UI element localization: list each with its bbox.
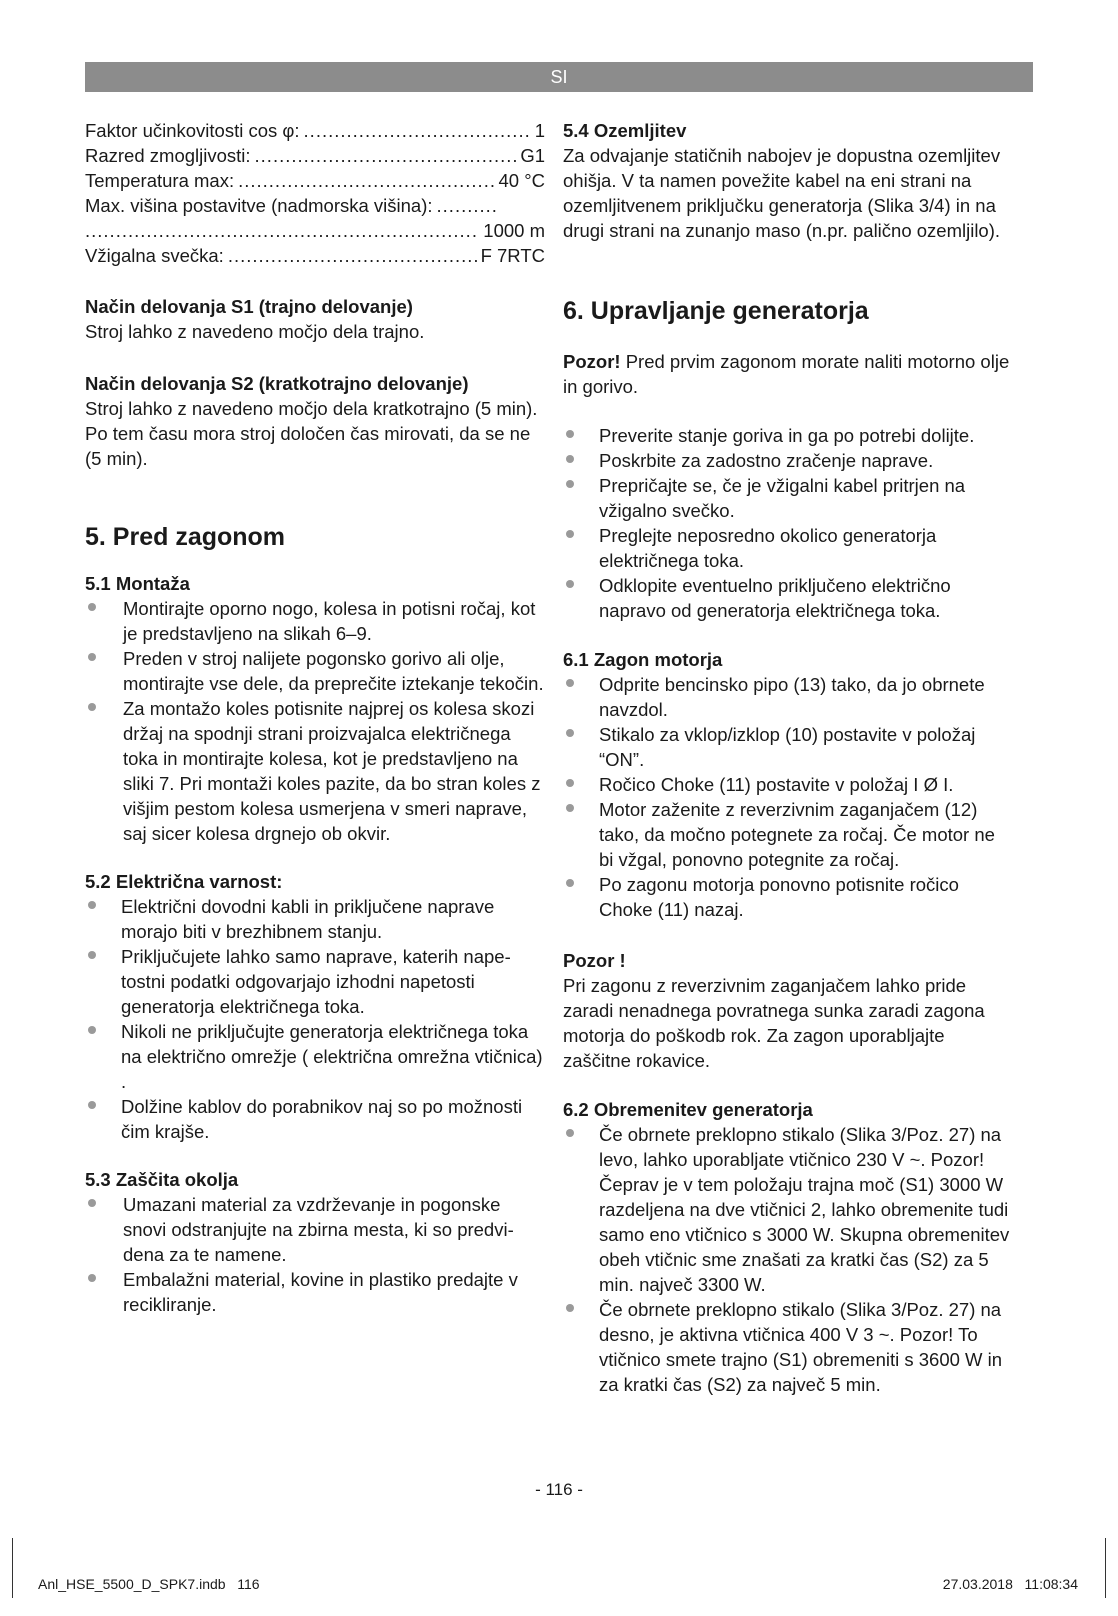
s1-heading: Način delovanja S1 (trajno delovanje) — [85, 296, 413, 317]
print-timestamp: 27.03.2018 11:08:34 — [942, 1576, 1078, 1592]
page-number: - 116 - — [535, 1480, 583, 1499]
s54-text: Za odvajanje statičnih nabojev je dopustna ozemljitev ohišja. V ta namen povežite kabel na eni strani na ozemljitvenem priključku generatorja (Slika 3/4) in na drugi strani na zunanjo maso (n.pr. palično ozemljilo). — [563, 145, 1001, 241]
list-item: Nikoli ne priključujte generatorja električnega toka na električno omrežje ( električna omrežna vtičnica) . — [85, 1019, 545, 1094]
list-item: Za montažo koles potisnite najprej os kolesa skozi držaj na spodnji strani proizvajalca električnega toka in montirajte kolesa, kot je predstavljeno na sliki 7. Pri montaži koles pazite, da bo stran koles z višjim pestom kolesa usmerjena v smeri naprave, saj sicer kolesa drgnejo ob okvir. — [85, 696, 545, 846]
s6-checklist — [563, 423, 1011, 623]
dot-leader — [85, 218, 479, 243]
list-item: Motor zaženite z reverzivnim zaganjačem (12) tako, da močno potegnete za ročaj. Če motor ne bi vžgal, ponovno potegnite za ročaj. — [563, 797, 1011, 872]
spec-value: 40 °C — [498, 170, 545, 191]
spec-label: Max. višina postavitve (nadmorska višina): — [85, 195, 433, 216]
language-header-bar — [85, 62, 1033, 92]
list-item: Poskrbite za zadostno zračenje naprave. — [563, 448, 1011, 473]
pozor-text: Pri zagonu z reverzivnim zaganjačem lahko pride zaradi nenadnega povratnega sunka zaradi zagona motorja do poškodb rok. Za zagon uporabljajte zaščitne rokavice. — [563, 975, 985, 1071]
crop-mark-left — [12, 1538, 13, 1598]
s62-heading: 6.2 Obremenitev generatorja — [563, 1099, 813, 1120]
s62-list — [563, 1122, 1011, 1397]
list-item: Umazani material za vzdrževanje in pogonske snovi odstranjujte na zbirna mesta, ki so predvi-dena za te namene. — [85, 1192, 545, 1267]
spec-row — [85, 193, 545, 218]
spec-list — [85, 118, 545, 268]
section-5-title: 5. Pred zagonom — [85, 523, 286, 551]
s1-text: Stroj lahko z navedeno močjo dela trajno. — [85, 321, 425, 342]
spec-row — [85, 118, 545, 143]
dot-leader — [228, 243, 477, 268]
s52-list — [85, 894, 545, 1144]
file-name: Anl_HSE_5500_D_SPK7.indb 116 — [38, 1576, 260, 1592]
s51-heading: 5.1 Montaža — [85, 573, 190, 594]
list-item: Montirajte oporno nogo, kolesa in potisni ročaj, kot je predstavljeno na slikah 6–9. — [85, 596, 545, 646]
s61-list — [563, 672, 1011, 922]
spec-value: 1000 m — [483, 220, 545, 241]
list-item: Odklopite eventuelno priključeno električno napravo od generatorja električnega toka. — [563, 573, 1011, 623]
list-item: Preglejte neposredno okolico generatorja električnega toka. — [563, 523, 1011, 573]
s54-heading: 5.4 Ozemljitev — [563, 120, 687, 141]
pozor-heading: Pozor ! — [563, 950, 626, 971]
list-item: Preden v stroj nalijete pogonsko gorivo ali olje, montirajte vse dele, da preprečite iztekanje tekočin. — [85, 646, 545, 696]
s53-heading: 5.3 Zaščita okolja — [85, 1169, 239, 1190]
spec-value: F 7RTC — [480, 245, 545, 266]
left-column — [85, 118, 545, 1317]
s61-heading: 6.1 Zagon motorja — [563, 649, 723, 670]
list-item: Dolžine kablov do porabnikov naj so po možnosti čim krajše. — [85, 1094, 545, 1144]
s2-text: Stroj lahko z navedeno močjo dela kratkotrajno (5 min). Po tem času mora stroj določen čas mirovati, da se ne (5 min). — [85, 398, 538, 469]
spec-label: Razred zmogljivosti: — [85, 145, 251, 166]
section-6-title: 6. Upravljanje generatorja — [563, 297, 869, 325]
list-item: Prepričajte se, če je vžigalni kabel pritrjen na vžigalno svečko. — [563, 473, 1011, 523]
language-code: SI — [550, 67, 568, 87]
dot-leader — [255, 143, 517, 168]
list-item: Odprite bencinsko pipo (13) tako, da jo obrnete navzdol. — [563, 672, 1011, 722]
spec-row — [85, 143, 545, 168]
s52-heading: 5.2 Električna varnost: — [85, 871, 283, 892]
warning-label: Pozor! — [563, 351, 621, 372]
list-item: Embalažni material, kovine in plastiko predajte v recikliranje. — [85, 1267, 545, 1317]
spec-label: Faktor učinkovitosti cos φ: — [85, 120, 300, 141]
spec-value: G1 — [520, 145, 545, 166]
dot-leader — [437, 193, 499, 218]
spec-row — [85, 243, 545, 268]
s51-list — [85, 596, 545, 846]
s53-list — [85, 1192, 545, 1317]
s2-heading: Način delovanja S2 (kratkotrajno delovanje) — [85, 373, 469, 394]
warning-text: Pred prvim zagonom morate naliti motorno olje in gorivo. — [563, 351, 1010, 397]
spec-label: Vžigalna svečka: — [85, 245, 224, 266]
spec-row — [85, 168, 545, 193]
spec-row — [85, 218, 545, 243]
dot-leader — [238, 168, 494, 193]
spec-label: Temperatura max: — [85, 170, 235, 191]
list-item: Po zagonu motorja ponovno potisnite ročico Choke (11) nazaj. — [563, 872, 1011, 922]
list-item: Ročico Choke (11) postavite v položaj I Ø I. — [563, 772, 1011, 797]
list-item: Če obrnete preklopno stikalo (Slika 3/Poz. 27) na desno, je aktivna vtičnica 400 V 3 ~. Pozor! To vtičnico smete trajno (S1) obremeniti s 3600 W in za kratki čas (S2) za največ 5 min. — [563, 1297, 1011, 1397]
dot-leader — [304, 118, 531, 143]
list-item: Električni dovodni kabli in priključene naprave morajo biti v brezhibnem stanju. — [85, 894, 545, 944]
list-item: Preverite stanje goriva in ga po potrebi dolijte. — [563, 423, 1011, 448]
spec-value: 1 — [534, 120, 545, 141]
right-column — [563, 118, 1011, 1397]
s6-warning — [563, 349, 1011, 399]
crop-mark-right — [1105, 1538, 1106, 1598]
list-item: Priključujete lahko samo naprave, katerih nape-tostni podatki odgovarjajo izhodni napetosti generatorja električnega toka. — [85, 944, 545, 1019]
list-item: Če obrnete preklopno stikalo (Slika 3/Poz. 27) na levo, lahko uporabljate vtičnico 230 V ~. Pozor! Čeprav je v tem položaju trajna moč (S1) 3000 W razdeljena na dve vtičnici 2, lahko obremenite tudi samo eno vtičnico s 3000 W. Skupna obremenitev obeh vtičnic sme znašati za kratki čas (S2) za 5 min. največ 3300 W. — [563, 1122, 1011, 1297]
list-item: Stikalo za vklop/izklop (10) postavite v položaj “ON”. — [563, 722, 1011, 772]
